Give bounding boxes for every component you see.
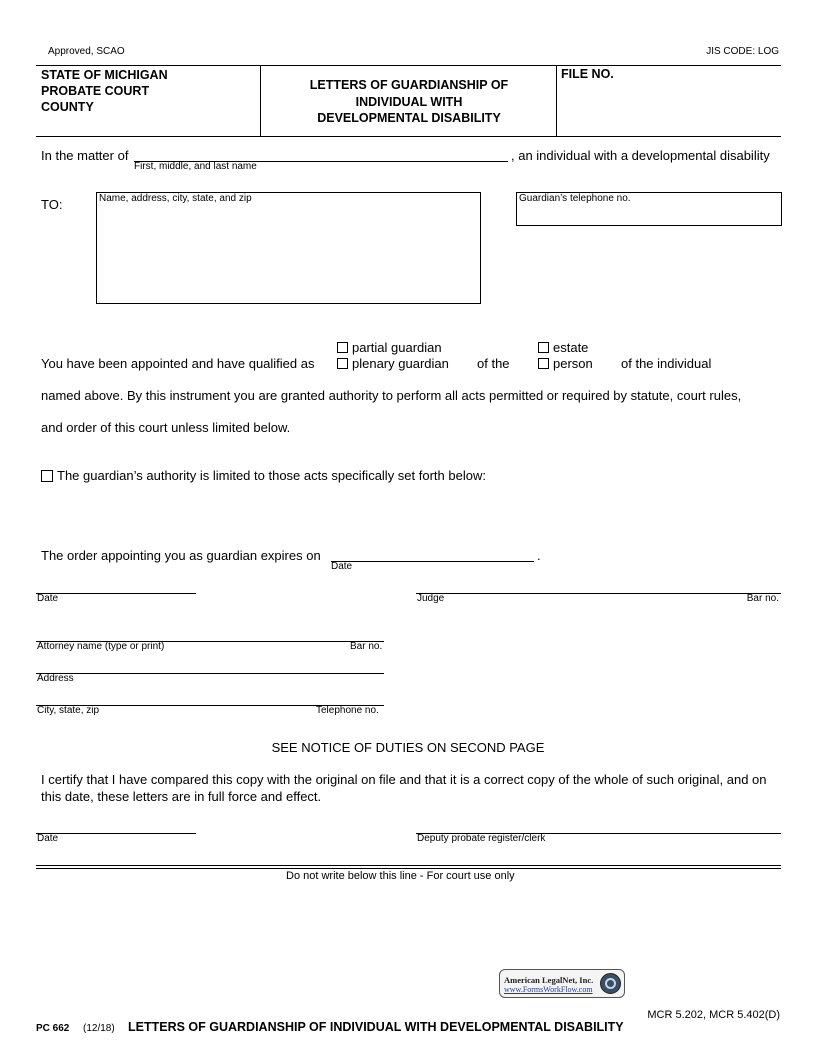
sign-date-caption: Date [37,593,59,604]
partial-guardian-label: partial guardian [352,340,442,355]
judge-caption: Judge [417,593,445,604]
sign-date-field[interactable] [36,576,196,593]
american-legalnet-logo [499,969,625,998]
estate-checkbox[interactable] [538,342,549,353]
sign-date-line [36,593,196,594]
court-use-only: Do not write below this line - For court use only [286,870,515,882]
matter-suffix: , an individual with a developmental disability [511,148,770,163]
guardian-address-box[interactable] [96,192,481,304]
court-county: COUNTY [41,100,94,114]
expiration-date-field[interactable] [331,546,534,562]
file-no-field[interactable] [560,84,778,132]
matter-prefix: In the matter of [41,148,129,163]
certify-line-2: this date, these letters are in full force and effect. [41,789,322,804]
footer-title: LETTERS OF GUARDIANSHIP OF INDIVIDUAL WITH DEVELOPMENTAL DISABILITY [128,1020,624,1034]
attorney-address-field[interactable] [36,656,384,673]
to-label: TO: [41,197,63,212]
attorney-city-caption: City, state, zip [37,705,100,716]
court-use-rule-2 [36,868,781,869]
clerk-caption: Deputy probate register/clerk [417,833,546,844]
attorney-name-field[interactable] [36,624,384,641]
person-label: person [553,356,593,371]
attorney-bar-no-caption: Bar no. [350,641,383,652]
court-state: STATE OF MICHIGAN [41,68,168,82]
expiration-text: The order appointing you as guardian expires on [41,548,321,563]
authority-line-2: and order of this court unless limited below. [41,420,291,435]
limited-authority-area[interactable] [41,486,781,532]
certify-line-1: I certify that I have compared this copy with the original on file and that it is a correct copy of the whole of such original, and on [41,772,767,787]
plenary-guardian-label: plenary guardian [352,356,449,371]
of-the-individual-label: of the individual [621,356,712,371]
certify-date-line [36,833,196,834]
approved-note: Approved, SCAO [48,46,125,57]
court-type: PROBATE COURT [41,84,150,98]
of-the-label: of the [477,356,510,371]
person-checkbox[interactable] [538,358,549,369]
expiration-date-caption: Date [331,561,353,572]
estate-label: estate [553,340,589,355]
partial-guardian-checkbox[interactable] [337,342,348,353]
attorney-address-line [36,673,384,674]
court-name-block [41,67,168,115]
jis-code: JIS CODE: LOG [706,46,779,57]
header-top-rule [36,65,781,66]
form-title-line-1: LETTERS OF GUARDIANSHIP OF [309,78,509,92]
limited-authority-checkbox[interactable] [41,470,53,482]
judge-bar-no-caption: Bar no. [746,593,779,604]
logo-url[interactable]: www.FormsWorkFlow.com [504,985,593,994]
guardian-phone-box[interactable] [516,192,782,226]
expiration-period: . [537,548,541,563]
header-bottom-rule [36,136,781,137]
judge-signature-field[interactable] [416,576,781,593]
expiration-date-line [331,561,534,562]
notice-of-duties: SEE NOTICE OF DUTIES ON SECOND PAGE [271,740,545,755]
authority-line-1: named above. By this instrument you are granted authority to perform all acts permitted or required by statute, court rules, [41,388,742,403]
form-number: PC 662 [36,1023,70,1034]
certify-date-caption: Date [37,833,59,844]
form-title [261,77,557,127]
individual-name-field[interactable] [134,146,508,162]
judge-line [416,593,781,594]
attorney-name-caption: Attorney name (type or print) [37,641,165,652]
attorney-telephone-caption: Telephone no. [316,705,379,716]
clerk-signature-field[interactable] [416,816,781,833]
guardian-address-caption: Name, address, city, state, and zip [99,193,252,204]
plenary-guardian-checkbox[interactable] [337,358,348,369]
file-no-label: FILE NO. [561,67,614,81]
appointment-lead: You have been appointed and have qualified as [41,356,315,371]
form-title-line-2: INDIVIDUAL WITH [355,94,463,109]
attorney-address-caption: Address [37,673,74,684]
attorney-city-field[interactable] [36,688,384,705]
court-use-rule-1 [36,865,781,866]
mcr-citation: MCR 5.202, MCR 5.402(D) [647,1009,780,1021]
form-revision: (12/18) [83,1023,115,1034]
individual-name-caption: First, middle, and last name [134,161,257,172]
globe-icon [600,973,621,994]
form-title-line-3: DEVELOPMENTAL DISABILITY [317,111,501,125]
logo-company: American LegalNet, Inc. [504,975,594,985]
guardian-phone-caption: Guardian’s telephone no. [519,193,631,204]
limited-authority-text: The guardian’s authority is limited to those acts specifically set forth below: [57,468,486,483]
certify-date-field[interactable] [36,816,196,833]
